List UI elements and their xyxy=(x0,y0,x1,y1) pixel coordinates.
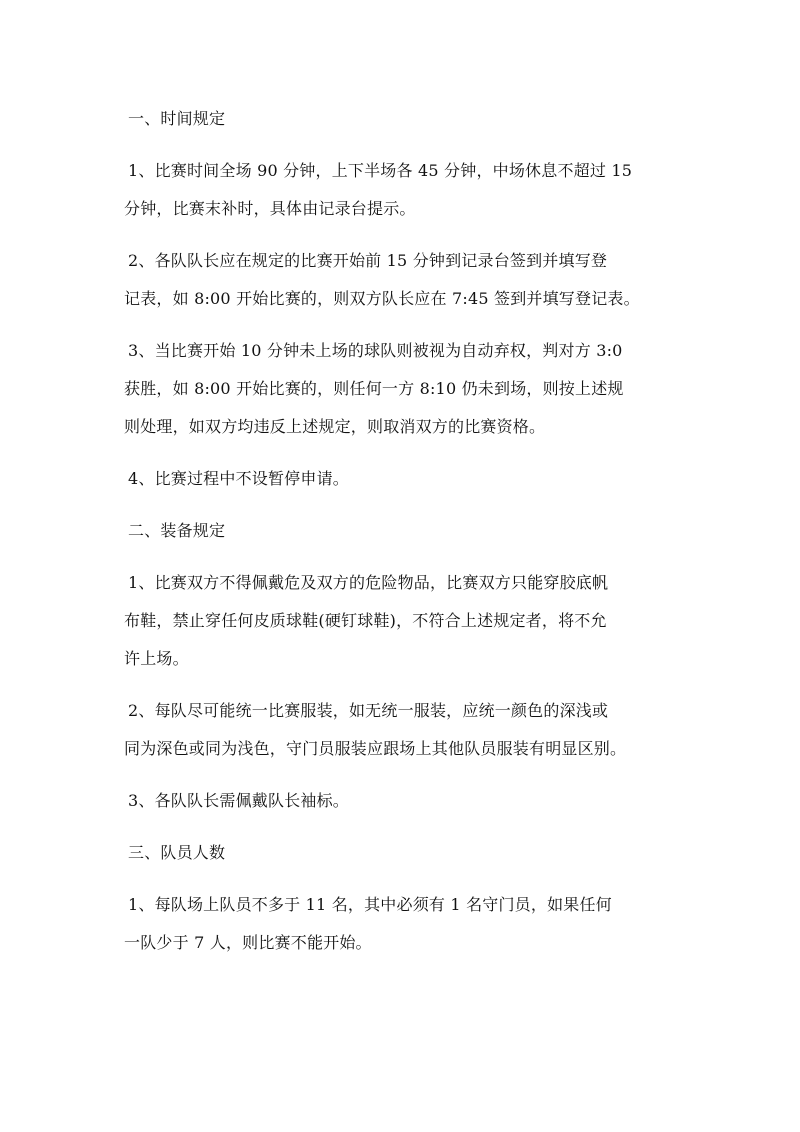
paragraph-equipment-1 xyxy=(124,564,690,678)
text-line: 一队少于 7 人，则比赛不能开始。 xyxy=(124,933,372,952)
text-line: 4、比赛过程中不设暂停申请。 xyxy=(128,469,349,488)
paragraph-time-2 xyxy=(124,242,690,318)
document-body xyxy=(124,100,690,976)
text-line: 1、比赛时间全场 90 分钟，上下半场各 45 分钟，中场休息不超过 15 xyxy=(128,161,633,180)
text-line: 2、每队尽可能统一比赛服装，如无统一服装，应统一颜色的深浅或 xyxy=(128,701,609,720)
text-line: 三、队员人数 xyxy=(128,843,226,862)
paragraph-time-4 xyxy=(124,460,690,498)
text-line: 2、各队队长应在规定的比赛开始前 15 分钟到记录台签到并填写登 xyxy=(128,251,608,270)
text-line: 二、装备规定 xyxy=(128,521,226,540)
text-line: 记表，如 8:00 开始比赛的，则双方队长应在 7:45 签到并填写登记表。 xyxy=(124,289,640,308)
text-line: 3、各队队长需佩戴队长袖标。 xyxy=(128,791,349,810)
paragraph-equipment-3 xyxy=(124,782,690,820)
paragraph-time-3 xyxy=(124,332,690,446)
text-line: 获胜，如 8:00 开始比赛的，则任何一方 8:10 仍未到场，则按上述规 xyxy=(124,379,624,398)
paragraph-players-1 xyxy=(124,886,690,962)
text-line: 一、时间规定 xyxy=(128,109,226,128)
paragraph-time-1 xyxy=(124,152,690,228)
section-heading-equipment-rules xyxy=(124,512,690,550)
text-line: 则处理，如双方均违反上述规定，则取消双方的比赛资格。 xyxy=(124,417,546,436)
text-line: 许上场。 xyxy=(124,649,189,668)
text-line: 3、当比赛开始 10 分钟未上场的球队则被视为自动弃权，判对方 3:0 xyxy=(128,341,623,360)
section-heading-time-rules xyxy=(124,100,690,138)
section-heading-player-count xyxy=(124,834,690,872)
paragraph-equipment-2 xyxy=(124,692,690,768)
text-line: 同为深色或同为浅色，守门员服装应跟场上其他队员服装有明显区别。 xyxy=(124,739,627,758)
text-line: 1、比赛双方不得佩戴危及双方的危险物品，比赛双方只能穿胶底帆 xyxy=(128,573,609,592)
text-line: 分钟，比赛末补时，具体由记录台提示。 xyxy=(124,199,416,218)
text-line: 1、每队场上队员不多于 11 名，其中必须有 1 名守门员，如果任何 xyxy=(128,895,612,914)
text-line: 布鞋，禁止穿任何皮质球鞋(硬钉球鞋)，不符合上述规定者，将不允 xyxy=(124,611,607,630)
